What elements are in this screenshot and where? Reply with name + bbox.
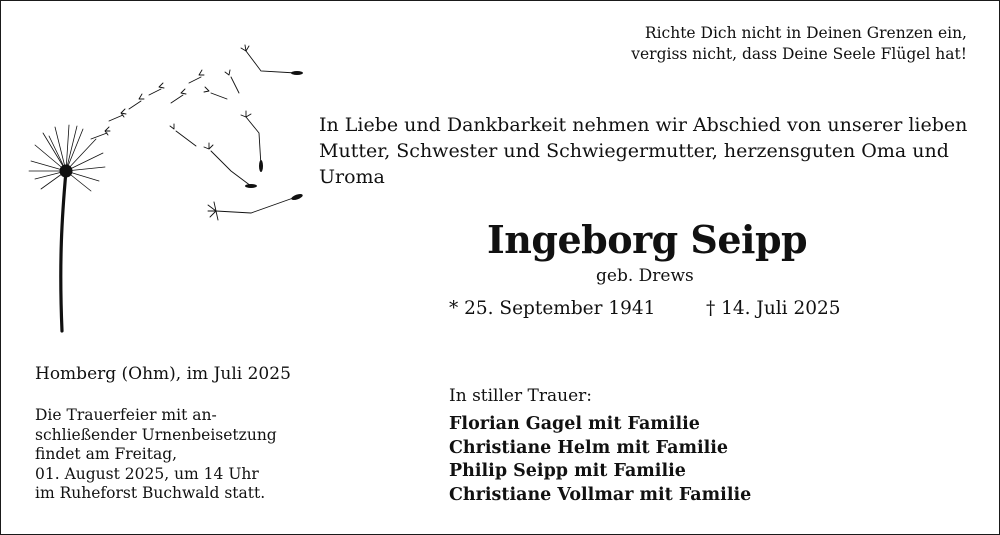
intro-text — [319, 112, 968, 190]
dandelion-icon — [21, 21, 311, 341]
mourner-item: Christiane Vollmar mit Familie — [449, 484, 752, 505]
mourners-list — [449, 413, 751, 507]
intro-line: In Liebe und Dankbarkeit nehmen wir Abschied von unserer lieben — [319, 114, 968, 136]
place-date: Homberg (Ohm), im Juli 2025 — [35, 364, 291, 384]
death-date: † 14. Juli 2025 — [706, 298, 841, 319]
funeral-line: im Ruheforst Buchwald statt. — [35, 484, 266, 502]
mourner-item: Christiane Helm mit Familie — [449, 437, 729, 458]
funeral-line: 01. August 2025, um 14 Uhr — [35, 464, 259, 483]
motto-line: Richte Dich nicht in Deinen Grenzen ein, — [644, 24, 967, 42]
funeral-line: schließender Urnenbeisetzung — [35, 425, 277, 444]
deceased-name: Ingeborg Seipp — [487, 217, 808, 262]
motto — [607, 23, 967, 65]
funeral-line: findet am Freitag, — [35, 445, 178, 463]
intro-line: Mutter, Schwester und Schwiegermutter, herzensguten Oma und — [319, 140, 949, 162]
birth-date: * 25. September 1941 — [449, 298, 656, 319]
funeral-line: Die Trauerfeier mit an- — [35, 406, 217, 424]
mourner-item: Philip Seipp mit Familie — [449, 461, 686, 481]
mourner-item: Florian Gagel mit Familie — [449, 414, 700, 434]
mourning-label: In stiller Trauer: — [449, 386, 592, 406]
intro-line: Uroma — [319, 166, 385, 188]
motto-line: vergiss nicht, dass Deine Seele Flügel hat! — [631, 45, 967, 63]
funeral-info — [35, 406, 305, 504]
birth-name: geb. Drews — [596, 266, 694, 286]
